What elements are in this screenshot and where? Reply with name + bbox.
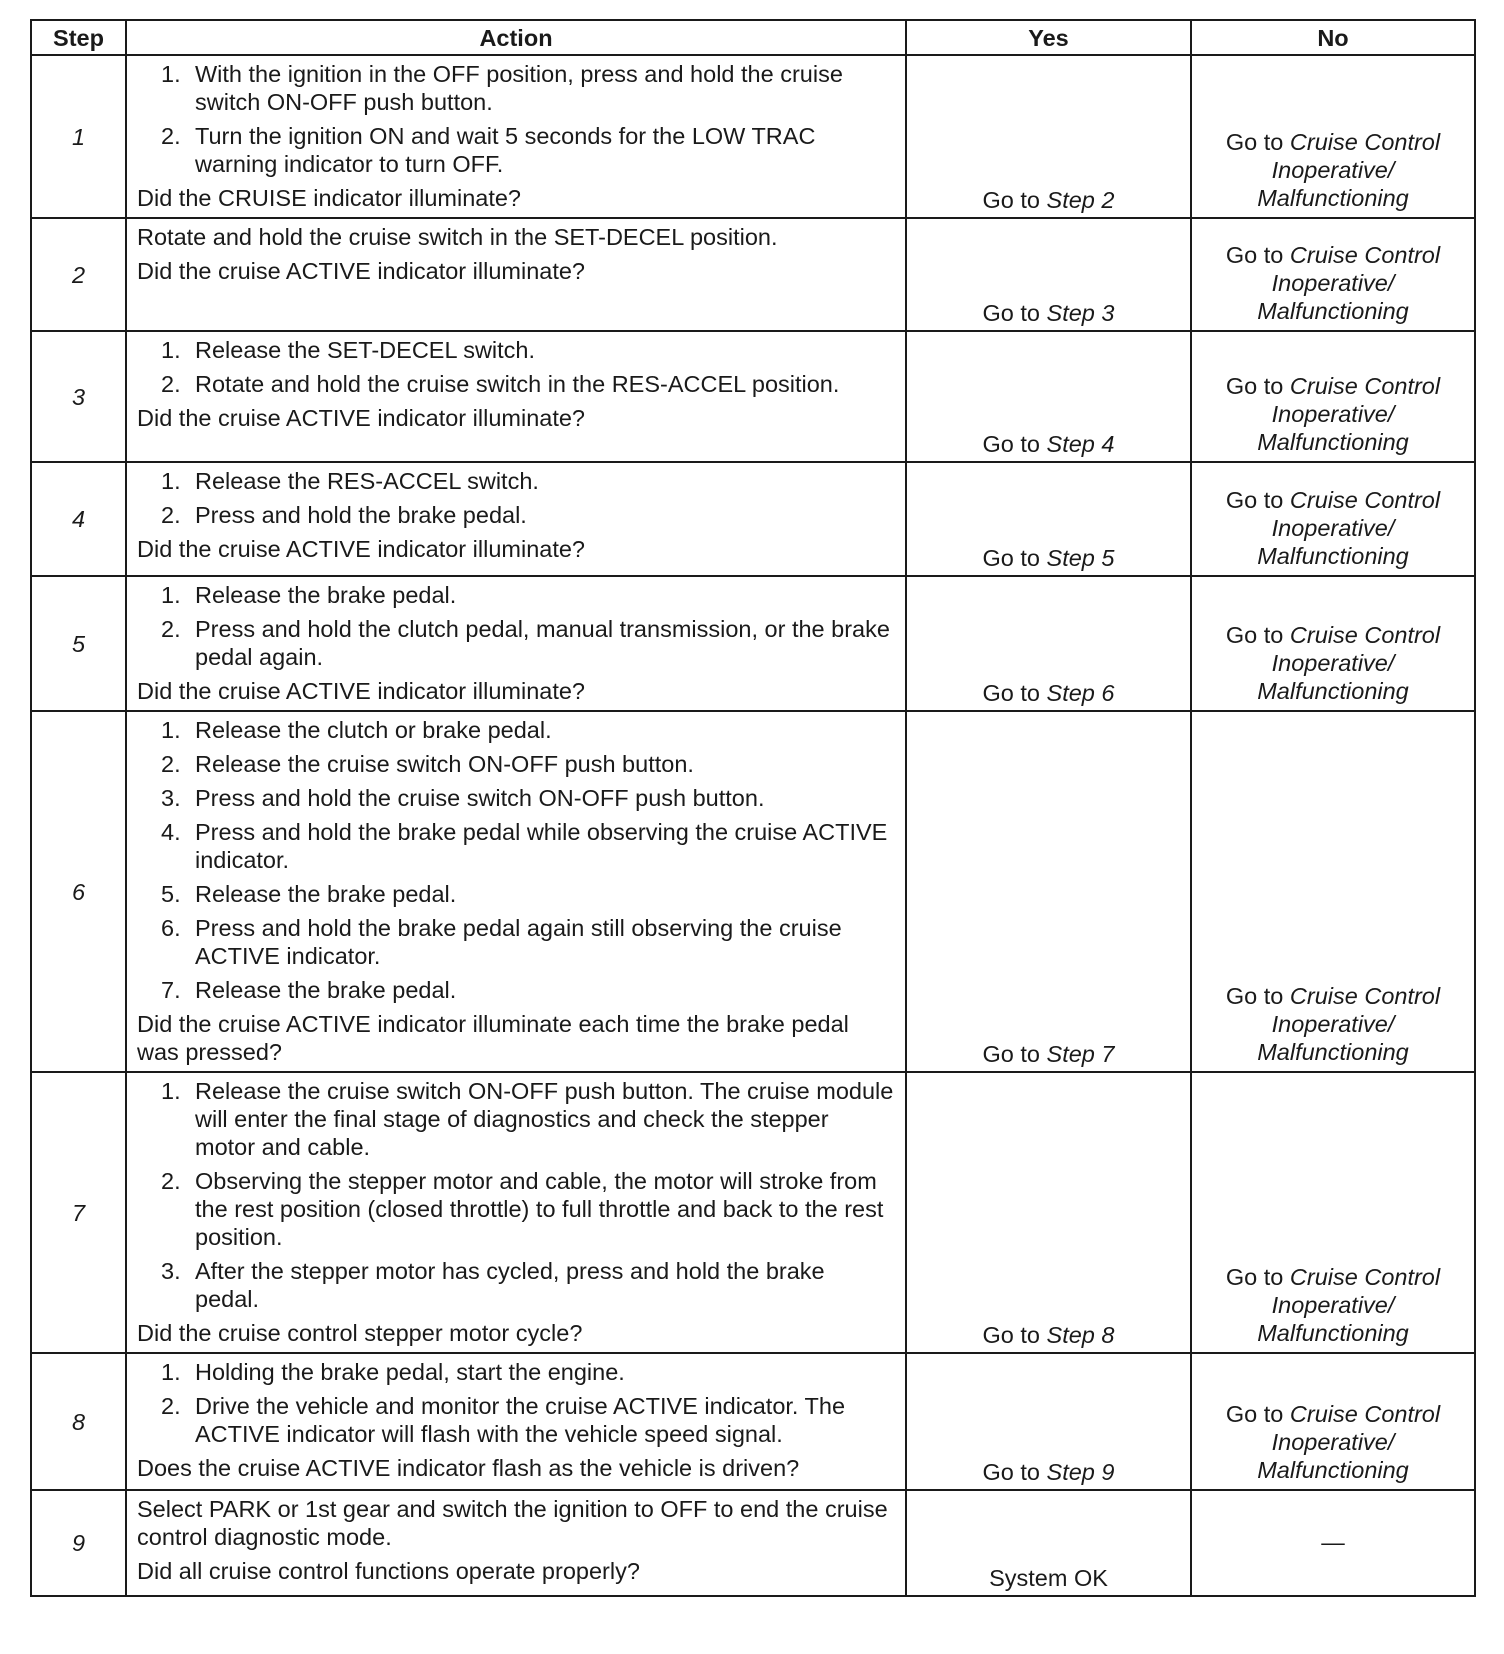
header-no: No (1191, 20, 1475, 55)
action-instruction: Rotate and hold the cruise switch in the SET-DECEL position. (137, 224, 778, 250)
yes-step-link: Step 7 (1046, 1041, 1115, 1067)
no-cell (1191, 1490, 1475, 1596)
action-item-number: 1. (161, 337, 181, 363)
action-cell (126, 331, 906, 462)
action-item-text: Holding the brake pedal, start the engine. (195, 1359, 625, 1385)
table-row (31, 462, 1475, 576)
yes-prefix: Go to (982, 300, 1047, 326)
action-question: Does the cruise ACTIVE indicator flash as the vehicle is driven? (137, 1455, 800, 1481)
table-body (31, 55, 1475, 1596)
action-list-item (137, 914, 895, 970)
action-list-item (137, 467, 895, 495)
action-question: Did the cruise ACTIVE indicator illuminate? (137, 678, 586, 704)
no-procedure-link: Cruise Control Inoperative/ Malfunctioning (1257, 622, 1441, 704)
table-row (31, 331, 1475, 462)
action-item-number: 4. (161, 819, 181, 845)
step-number: 6 (31, 711, 126, 1072)
no-procedure-link: Cruise Control Inoperative/ Malfunctioning (1257, 1264, 1441, 1346)
yes-prefix: Go to (982, 545, 1047, 571)
no-cell (1191, 1353, 1475, 1490)
action-list-item (137, 1392, 895, 1448)
yes-step-link: Step 9 (1046, 1459, 1115, 1485)
action-item-number: 2. (161, 1393, 181, 1419)
no-procedure-link: Cruise Control Inoperative/ Malfunctioning (1257, 983, 1441, 1065)
no-cell (1191, 218, 1475, 331)
action-item-number: 7. (161, 977, 181, 1003)
no-result: — (1321, 1528, 1345, 1555)
action-item-text: Release the cruise switch ON-OFF push button. (195, 751, 694, 777)
action-item-number: 2. (161, 751, 181, 777)
action-list-item (137, 976, 895, 1004)
step-number: 8 (31, 1353, 126, 1490)
yes-cell (906, 55, 1191, 218)
action-item-number: 3. (161, 1258, 181, 1284)
no-procedure-link: Cruise Control Inoperative/ Malfunctioning (1257, 1401, 1441, 1483)
action-cell (126, 462, 906, 576)
no-reference (1200, 621, 1466, 707)
action-item-number: 2. (161, 616, 181, 642)
action-item-text: Press and hold the brake pedal again still observing the cruise ACTIVE indicator. (195, 915, 842, 969)
no-prefix: Go to (1225, 373, 1290, 399)
no-reference (1200, 1263, 1466, 1349)
yes-prefix: Go to (982, 1459, 1047, 1485)
no-procedure-link: Cruise Control Inoperative/ Malfunctioning (1257, 242, 1441, 324)
action-item-text: With the ignition in the OFF position, press and hold the cruise switch ON-OFF push button. (195, 61, 843, 115)
action-list-item (137, 1167, 895, 1251)
no-prefix: Go to (1225, 242, 1290, 268)
action-list-item (137, 1077, 895, 1161)
action-list-item (137, 370, 895, 398)
yes-prefix: Go to (982, 1041, 1047, 1067)
action-item-text: Release the SET-DECEL switch. (195, 337, 536, 363)
action-cell (126, 1490, 906, 1596)
action-question: Did the cruise ACTIVE indicator illuminate? (137, 536, 586, 562)
action-list-item (137, 880, 895, 908)
yes-step-link: Step 4 (1046, 431, 1115, 457)
yes-step-link: Step 2 (1046, 187, 1115, 213)
no-prefix: Go to (1225, 487, 1290, 513)
action-item-number: 2. (161, 502, 181, 528)
yes-prefix: Go to (982, 187, 1047, 213)
step-number: 5 (31, 576, 126, 711)
no-prefix: Go to (1225, 622, 1290, 648)
no-cell (1191, 462, 1475, 576)
action-item-text: Press and hold the cruise switch ON-OFF push button. (195, 785, 765, 811)
action-cell (126, 1072, 906, 1353)
action-item-text: Release the RES-ACCEL switch. (195, 468, 539, 494)
action-item-number: 5. (161, 881, 181, 907)
table-header-row (31, 20, 1475, 55)
action-item-text: Press and hold the brake pedal while observing the cruise ACTIVE indicator. (195, 819, 888, 873)
step-number: 3 (31, 331, 126, 462)
action-item-number: 1. (161, 717, 181, 743)
no-prefix: Go to (1225, 1264, 1290, 1290)
no-cell (1191, 331, 1475, 462)
action-question: Did the cruise control stepper motor cycle? (137, 1320, 583, 1346)
action-list-item (137, 1358, 895, 1386)
action-item-text: Observing the stepper motor and cable, the motor will stroke from the rest position (closed throttle) to full throttle and back to the rest position. (195, 1168, 884, 1250)
action-item-number: 1. (161, 468, 181, 494)
no-cell (1191, 576, 1475, 711)
no-cell (1191, 55, 1475, 218)
action-list-item (137, 1257, 895, 1313)
action-item-text: Turn the ignition ON and wait 5 seconds for the LOW TRAC warning indicator to turn OFF. (195, 123, 816, 177)
action-list-item (137, 336, 895, 364)
yes-cell (906, 576, 1191, 711)
action-list-item (137, 615, 895, 671)
step-number: 7 (31, 1072, 126, 1353)
action-list-item (137, 60, 895, 116)
yes-step-link: Step 8 (1046, 1322, 1115, 1348)
action-item-number: 2. (161, 1168, 181, 1194)
action-question: Did the cruise ACTIVE indicator illuminate? (137, 258, 586, 284)
yes-prefix: Go to (982, 1322, 1047, 1348)
action-instruction: Select PARK or 1st gear and switch the ignition to OFF to end the cruise control diagnostic mode. (137, 1496, 888, 1550)
action-list-item (137, 750, 895, 778)
action-question: Did the cruise ACTIVE indicator illuminate each time the brake pedal was pressed? (137, 1011, 849, 1065)
yes-cell (906, 1490, 1191, 1596)
action-cell (126, 711, 906, 1072)
table-row (31, 1072, 1475, 1353)
table-row (31, 218, 1475, 331)
no-cell (1191, 711, 1475, 1072)
action-list-item (137, 501, 895, 529)
no-procedure-link: Cruise Control Inoperative/ Malfunctioning (1257, 487, 1441, 569)
yes-result: System OK (989, 1565, 1108, 1591)
header-step: Step (31, 20, 126, 55)
table-row (31, 576, 1475, 711)
action-item-text: Release the brake pedal. (195, 881, 457, 907)
action-item-text: Release the cruise switch ON-OFF push button. The cruise module will enter the final stage of diagnostics and check the stepper motor and cable. (195, 1078, 894, 1160)
yes-cell (906, 218, 1191, 331)
step-number: 4 (31, 462, 126, 576)
yes-prefix: Go to (982, 680, 1047, 706)
action-item-number: 2. (161, 123, 181, 149)
no-reference (1200, 128, 1466, 214)
yes-step-link: Step 3 (1046, 300, 1115, 326)
action-item-number: 1. (161, 61, 181, 87)
action-list-item (137, 581, 895, 609)
action-item-text: After the stepper motor has cycled, press and hold the brake pedal. (195, 1258, 825, 1312)
action-item-number: 1. (161, 1359, 181, 1385)
action-item-text: Rotate and hold the cruise switch in the RES-ACCEL position. (195, 371, 840, 397)
action-list-item (137, 818, 895, 874)
action-item-text: Press and hold the clutch pedal, manual transmission, or the brake pedal again. (195, 616, 890, 670)
action-item-text: Release the brake pedal. (195, 977, 457, 1003)
action-cell (126, 1353, 906, 1490)
action-list-item (137, 784, 895, 812)
no-procedure-link: Cruise Control Inoperative/ Malfunctioning (1257, 373, 1441, 455)
yes-cell (906, 711, 1191, 1072)
yes-cell (906, 331, 1191, 462)
table-row (31, 1490, 1475, 1596)
table-row (31, 55, 1475, 218)
yes-step-link: Step 5 (1046, 545, 1115, 571)
no-prefix: Go to (1225, 129, 1290, 155)
yes-cell (906, 1072, 1191, 1353)
header-yes: Yes (906, 20, 1191, 55)
step-number: 9 (31, 1490, 126, 1596)
action-item-number: 1. (161, 582, 181, 608)
action-item-text: Drive the vehicle and monitor the cruise ACTIVE indicator. The ACTIVE indicator will flash with the vehicle speed signal. (195, 1393, 846, 1447)
action-question: Did the CRUISE indicator illuminate? (137, 185, 521, 211)
yes-cell (906, 462, 1191, 576)
action-question: Did the cruise ACTIVE indicator illuminate? (137, 405, 586, 431)
no-reference (1200, 486, 1466, 572)
action-cell (126, 576, 906, 711)
step-number: 2 (31, 218, 126, 331)
step-number: 1 (31, 55, 126, 218)
yes-cell (906, 1353, 1191, 1490)
no-prefix: Go to (1225, 1401, 1290, 1427)
yes-prefix: Go to (982, 431, 1047, 457)
action-item-number: 2. (161, 371, 181, 397)
no-reference (1200, 982, 1466, 1068)
no-cell (1191, 1072, 1475, 1353)
table-row (31, 711, 1475, 1072)
action-cell (126, 55, 906, 218)
action-item-text: Press and hold the brake pedal. (195, 502, 527, 528)
action-cell (126, 218, 906, 331)
no-prefix: Go to (1225, 983, 1290, 1009)
yes-step-link: Step 6 (1046, 680, 1115, 706)
action-item-number: 6. (161, 915, 181, 941)
action-list-item (137, 716, 895, 744)
action-item-text: Release the brake pedal. (195, 582, 457, 608)
no-reference (1200, 241, 1466, 327)
header-action: Action (126, 20, 906, 55)
table-row (31, 1353, 1475, 1490)
action-question: Did all cruise control functions operate properly? (137, 1558, 640, 1584)
no-reference (1200, 372, 1466, 458)
action-item-number: 3. (161, 785, 181, 811)
no-procedure-link: Cruise Control Inoperative/ Malfunctioning (1257, 129, 1441, 211)
action-list-item (137, 122, 895, 178)
no-reference (1200, 1400, 1466, 1486)
action-item-number: 1. (161, 1078, 181, 1104)
action-item-text: Release the clutch or brake pedal. (195, 717, 552, 743)
diagnostic-table (30, 19, 1476, 1597)
